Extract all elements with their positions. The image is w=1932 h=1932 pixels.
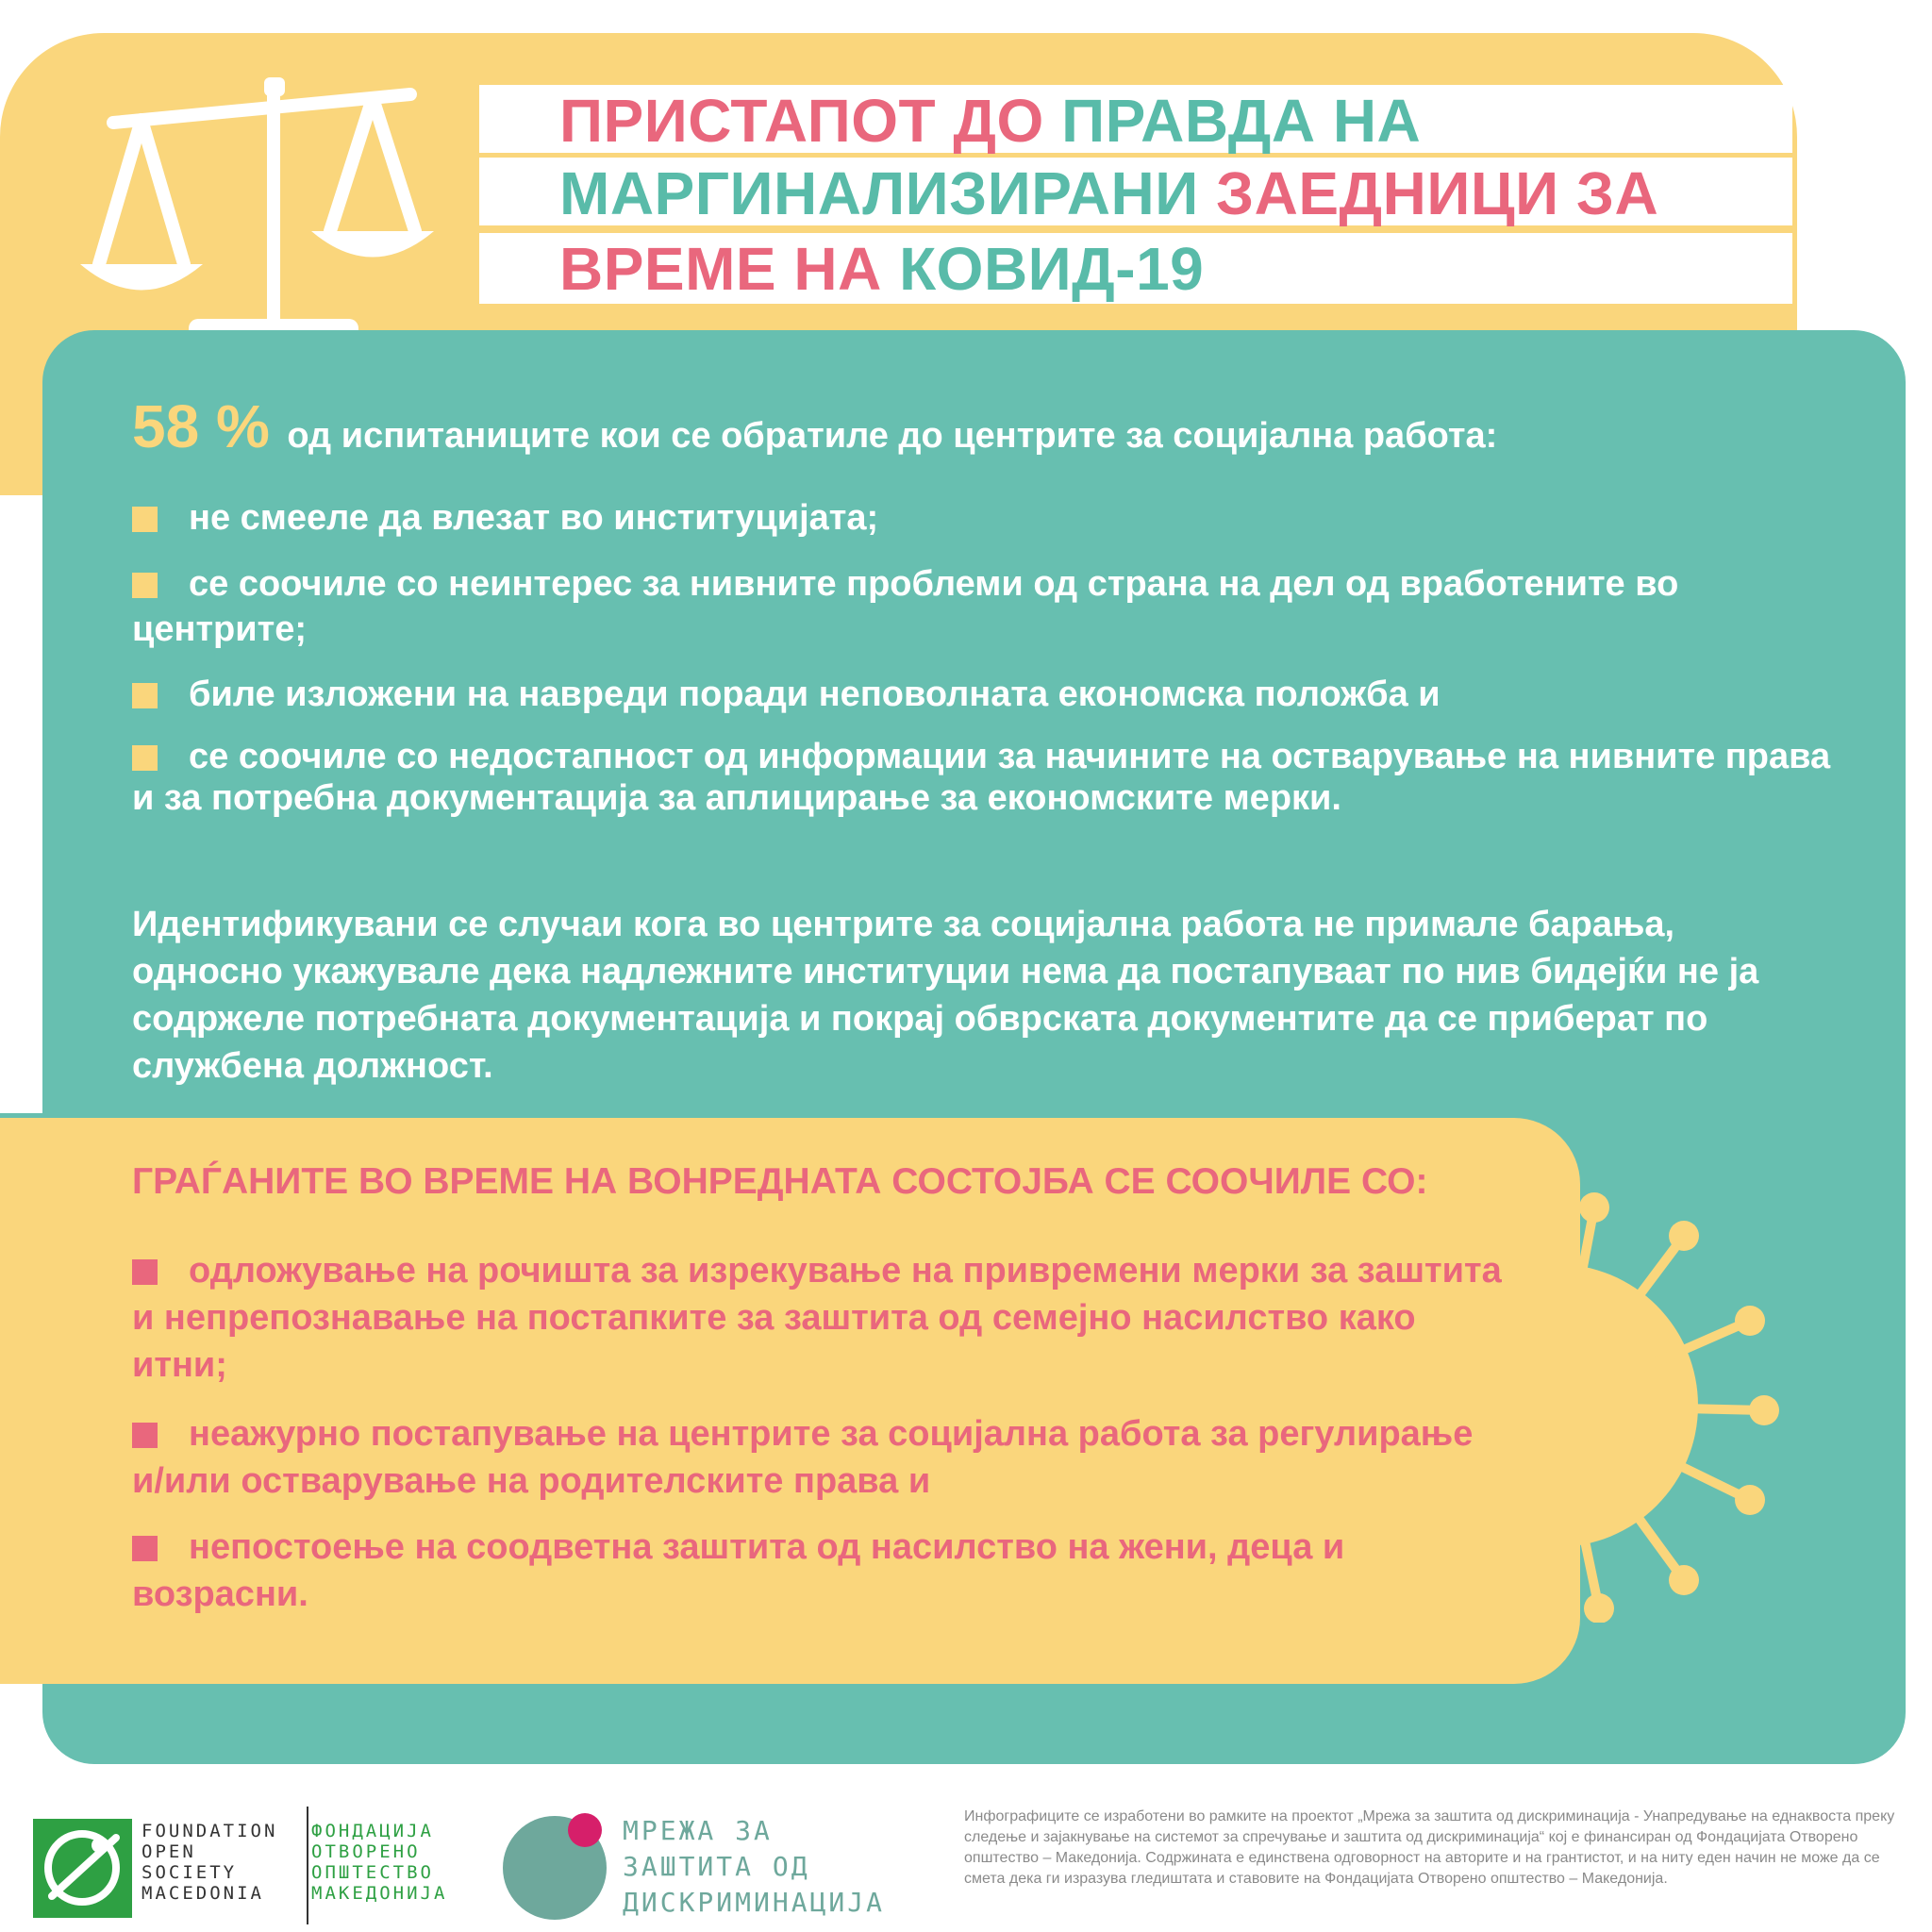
title-line-2 bbox=[559, 159, 1659, 227]
fosm-text-line: ФОНДАЦИЈА bbox=[311, 1821, 434, 1841]
citizens-item bbox=[132, 1524, 1509, 1618]
title-line-3 bbox=[559, 235, 1205, 303]
stat-item-text: се соочиле со недостапност од информации за начините на остварување на нивните права и за потребна документација за аплицирање за економските мерки. bbox=[132, 737, 1831, 818]
citizens-heading: ГРАЃАНИТЕ ВО ВРЕМЕ НА ВОНРЕДНАТА СОСТОЈБА СЕ СООЧИЛЕ СО: bbox=[132, 1161, 1428, 1202]
title-text: МАРГИНАЛИЗИРАНИ bbox=[559, 159, 1216, 227]
fosm-logo-icon bbox=[33, 1819, 132, 1918]
title-band-3 bbox=[479, 233, 1792, 304]
title-band-2 bbox=[479, 158, 1792, 225]
stat-item-text: се соочиле со неинтерес за нивните проблеми од страна на дел од вработените во центрите; bbox=[132, 564, 1679, 649]
fosm-logo bbox=[33, 1819, 132, 1918]
stat-item-text: не смееле да влезат во институцијата; bbox=[189, 498, 879, 538]
stat-item bbox=[132, 672, 1849, 717]
title-line-1 bbox=[559, 87, 1422, 155]
pink-bullet-icon bbox=[132, 1423, 158, 1448]
title-text: КОВИД-19 bbox=[899, 235, 1205, 303]
stat-item-text: биле изложени на навреди поради неповолната економска положба и bbox=[189, 675, 1441, 714]
stat-item bbox=[132, 495, 1849, 541]
stat-intro bbox=[132, 391, 1830, 461]
fosm-text-line: MACEDONIA bbox=[142, 1883, 264, 1904]
fosm-text-en bbox=[142, 1821, 277, 1904]
fosm-text-mk bbox=[311, 1821, 447, 1904]
title-text: ВРЕМЕ НА bbox=[559, 235, 900, 303]
title-text: ЗАЕДНИЦИ ЗА bbox=[1216, 159, 1659, 227]
citizens-item-text: одложување на рочишта за изрекување на привремени мерки за заштита и непрепознавање на постапките за заштита од семејно насилство како итни; bbox=[132, 1251, 1502, 1385]
stat-percent: 58 % bbox=[132, 392, 270, 460]
fosm-text-line: ОТВОРЕНО bbox=[311, 1841, 421, 1862]
title-text: ПРИСТАПОТ ДО bbox=[559, 87, 1062, 155]
fosm-text-line: ОПШТЕСТВО bbox=[311, 1862, 434, 1883]
network-text-line: ЗАШТИТА ОД bbox=[623, 1851, 810, 1882]
fosm-divider bbox=[307, 1807, 308, 1924]
yellow-bullet-icon bbox=[132, 683, 158, 708]
yellow-bullet-icon bbox=[132, 507, 158, 532]
citizens-item bbox=[132, 1247, 1509, 1389]
fosm-text-line: OPEN bbox=[142, 1841, 196, 1862]
title-text: ПРАВДА НА bbox=[1061, 87, 1422, 155]
network-text-line: ДИСКРИМИНАЦИЈА bbox=[623, 1887, 886, 1918]
stat-intro-text: од испитаниците кои се обратиле до центрите за социјална работа: bbox=[287, 416, 1498, 456]
network-logo-icon bbox=[500, 1809, 623, 1923]
network-logo-text bbox=[623, 1813, 885, 1921]
pink-bullet-icon bbox=[132, 1536, 158, 1561]
citizens-item-text: непостоење на соодветна заштита од насилство на жени, деца и возрасни. bbox=[132, 1527, 1345, 1614]
cases-paragraph: Идентификувани се случаи кога во центрите за социјална работа не примале барања, односно укажувале дека надлежните институции нема да постапуваат по нив бидејќи не ја содржеле потребната документација и покрај обврската документите да се приберат по службена должност. bbox=[132, 905, 1759, 1086]
pink-bullet-icon bbox=[132, 1259, 158, 1285]
stat-item bbox=[132, 736, 1849, 819]
yellow-bullet-icon bbox=[132, 573, 158, 598]
title-band-1 bbox=[479, 85, 1792, 153]
disclaimer-text: Инфографиците се изработени во рамките на проектот „Мрежа за заштита од дискриминација - Унапредување на еднаквоста преку следење и зајакнување на системот за спречување и заштита од дискриминација“ кој е финансиран од Фондацијата Отворено општество – Македонија. Содржината е единствена одговорност на авторите и на грантистот, и на ниту еден начин не може да се смета дека ги изразува гледиштата и ставовите на Фондацијата Отворено општество – Македонија. bbox=[964, 1808, 1895, 1887]
fosm-text-line: FOUNDATION bbox=[142, 1821, 278, 1841]
citizens-item bbox=[132, 1410, 1509, 1505]
stat-item bbox=[132, 561, 1849, 652]
yellow-bullet-icon bbox=[132, 745, 158, 771]
fosm-text-line: SOCIETY bbox=[142, 1862, 238, 1883]
network-text-line: МРЕЖА ЗА bbox=[623, 1815, 773, 1846]
scales-of-justice-icon bbox=[71, 75, 467, 340]
citizens-item-text: неажурно постапување на центрите за социјална работа за регулирање и/или остварување на родителските права и bbox=[132, 1414, 1474, 1501]
fosm-text-line: МАКЕДОНИЈА bbox=[311, 1883, 448, 1904]
